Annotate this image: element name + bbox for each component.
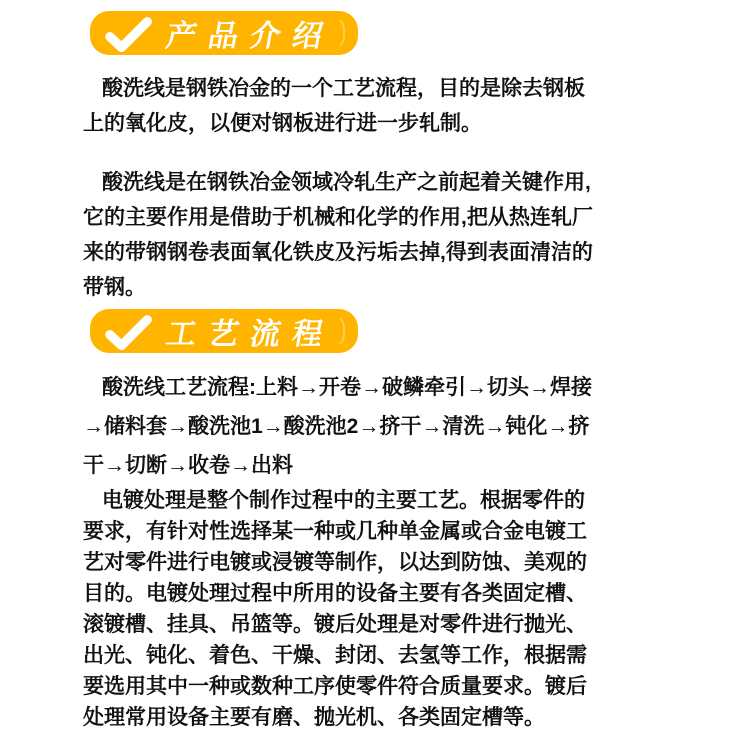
paragraph-electroplating: 电镀处理是整个制作过程中的主要工艺。根据零件的要求，有针对性选择某一种或几种单金属或合金电镀工艺对零件进行电镀或浸镀等制作，以达到防蚀、美观的目的。电镀处理过程中所用的设备主要有各类固定槽、滚镀槽、挂具、吊篮等。镀后处理是对零件进行抛光、出光、钝化、着色、干燥、封闭、去氢等工作，根据需要选用其中一种或数种工序使零件符合质量要求。镀后处理常用设备主要有磨、抛光机、各类固定槽等。 xyxy=(83,489,587,729)
paragraph-process-steps: 酸洗线工艺流程:上料→开卷→破鳞牵引→切头→焊接→储料套→酸洗池1→酸洗池2→挤干→清洗→钝化→挤干→切断→收卷→出料 xyxy=(83,376,592,477)
paragraph-pickling-role: 酸洗线是在钢铁冶金领域冷轧生产之前起着关键作用,它的主要作用是借助于机械和化学的作用,把从热连轧厂来的带钢钢卷表面氧化铁皮及污垢去掉,得到表面清洁的带钢。 xyxy=(83,171,593,299)
check-icon xyxy=(104,17,154,53)
section-header-banner-product-intro xyxy=(90,11,358,55)
section-header-banner-process-flow xyxy=(90,309,358,353)
section-title-product-intro: 产品介绍 xyxy=(163,20,338,53)
section-title-process-flow: 工艺流程 xyxy=(163,318,338,351)
paragraph-pickling-intro: 酸洗线是钢铁冶金的一个工艺流程，目的是除去钢板上的氧化皮，以便对钢板进行进一步轧制。 xyxy=(83,77,585,135)
section-process-flow xyxy=(83,309,595,733)
section-product-intro xyxy=(83,11,595,305)
check-icon xyxy=(104,315,154,351)
article-content xyxy=(83,11,595,733)
